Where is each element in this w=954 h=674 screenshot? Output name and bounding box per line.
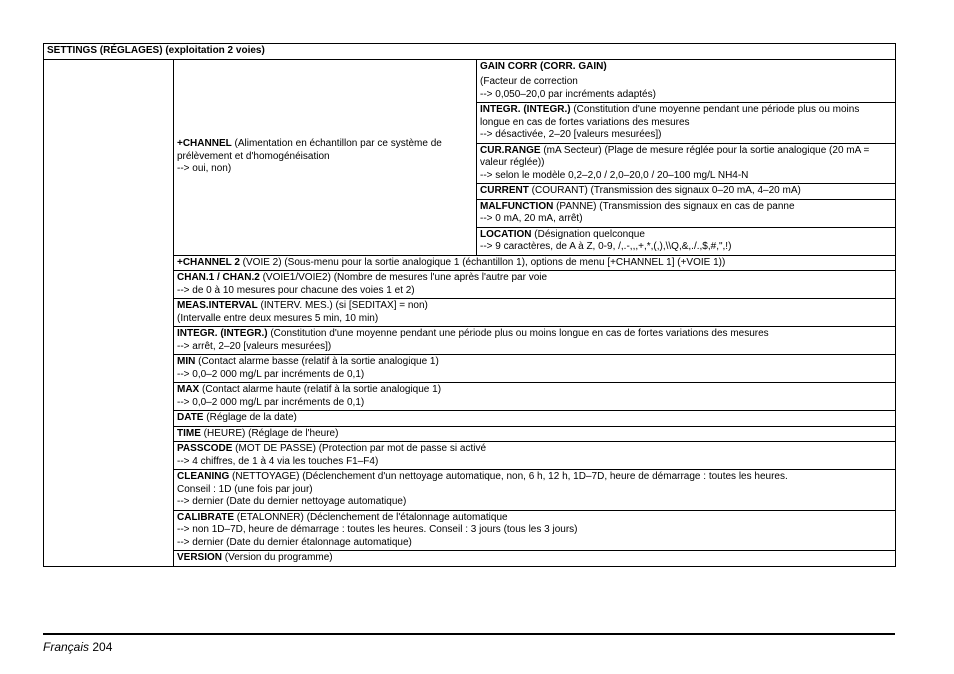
- setting-description: (VOIE 2) (Sous-menu pour la sortie analogique 1 (échantillon 1), options de menu [+CHANNEL 1] (+VOIE 1)): [239, 256, 726, 268]
- setting-name: TIME: [177, 427, 201, 439]
- setting-detail-line: --> non 1D–7D, heure de démarrage : toutes les heures. Conseil : 3 jours (tous les 3 jours): [177, 524, 578, 535]
- setting-name: INTEGR. (INTEGR.): [480, 104, 571, 115]
- table-title-row: [44, 44, 896, 60]
- setting-description: (NETTOYAGE) (Déclenchement d'un nettoyage automatique, non, 6 h, 12 h, 1D–7D, heure de démarrage : toutes les heures.: [229, 471, 788, 482]
- setting-detail-line: --> de 0 à 10 mesures pour chacune des voies 1 et 2): [177, 284, 415, 296]
- setting-entry: [174, 327, 896, 355]
- setting-description: (VOIE1/VOIE2) (Nombre de mesures l'une après l'autre par voie: [259, 272, 548, 283]
- setting-detail-line: --> selon le modèle 0,2–2,0 / 2,0–20,0 / 20–100 mg/L NH4-N: [480, 169, 749, 181]
- setting-name: GAIN CORR (CORR. GAIN): [480, 60, 607, 72]
- setting-entry: [174, 442, 896, 470]
- setting-description: (Contact alarme haute (relatif à la sortie analogique 1): [199, 384, 442, 395]
- setting-name: CLEANING: [177, 471, 230, 482]
- setting-entry: [477, 143, 896, 184]
- setting-detail-line: --> 0,0–2 000 mg/L par incréments de 0,1): [177, 396, 365, 408]
- setting-description: (ETALONNER) (Déclenchement de l'étalonnage automatique: [234, 511, 508, 523]
- page-footer: [43, 640, 112, 654]
- setting-detail-line: --> désactivée, 2–20 [valeurs mesurées]): [480, 129, 662, 140]
- table-row: [44, 59, 896, 103]
- table-title: SETTINGS (RÉGLAGES) (exploitation 2 voies): [44, 44, 896, 60]
- setting-entry: [174, 470, 896, 511]
- setting-entry: [477, 184, 896, 200]
- setting-name: CHAN.1 / CHAN.2: [177, 272, 260, 283]
- setting-name: CURRENT: [480, 185, 529, 196]
- setting-detail-line: --> 9 caractères, de A à Z, 0-9, /,.-,,,+,*,(,),\\Q,&,./.,$,#,",!): [480, 241, 732, 252]
- setting-detail-line: --> 0 mA, 20 mA, arrêt): [480, 213, 583, 224]
- setting-name: DATE: [177, 412, 204, 423]
- setting-entry: [477, 59, 896, 103]
- setting-description: (Constitution d'une moyenne pendant une période plus ou moins longue en cas de fortes variations des mesures: [267, 328, 769, 339]
- setting-name: +CHANNEL 2: [177, 256, 240, 268]
- setting-entry: [174, 411, 896, 427]
- setting-entry: [174, 426, 896, 442]
- setting-name: VERSION: [177, 552, 223, 563]
- setting-description: (mA Secteur) (Plage de mesure réglée pour la sortie analogique (20 mA = valeur réglée)): [480, 144, 870, 168]
- setting-detail-line: --> dernier (Date du dernier nettoyage automatique): [177, 496, 407, 507]
- setting-description: (Constitution d'une moyenne pendant une période plus ou moins longue en cas de fortes variations des mesures: [480, 104, 860, 128]
- setting-entry: [477, 103, 896, 144]
- setting-description: (PANNE) (Transmission des signaux en cas de panne: [553, 200, 795, 212]
- footer-language: Français: [43, 640, 90, 654]
- channel1-entry: [174, 59, 477, 255]
- setting-detail-line: --> 4 chiffres, de 1 à 4 via les touches F1–F4): [177, 455, 379, 467]
- setting-entry: [174, 383, 896, 411]
- setting-name: +CHANNEL: [177, 138, 232, 150]
- setting-name: CALIBRATE: [177, 511, 235, 523]
- setting-description: (Contact alarme basse (relatif à la sortie analogique 1): [195, 356, 439, 367]
- setting-name: PASSCODE: [177, 443, 233, 454]
- setting-name: MALFUNCTION: [480, 200, 554, 212]
- setting-description: (Alimentation en échantillon par ce système de prélèvement et d'homogénéisation: [177, 138, 442, 162]
- setting-description: (MOT DE PASSE) (Protection par mot de passe si activé: [232, 443, 486, 454]
- setting-name: INTEGR. (INTEGR.): [177, 328, 268, 339]
- setting-detail-line: --> 0,050–20,0 par incréments adaptés): [480, 88, 656, 100]
- setting-entry: [477, 227, 896, 255]
- setting-entry: [174, 551, 896, 567]
- setting-detail-line: --> arrêt, 2–20 [valeurs mesurées]): [177, 340, 332, 352]
- setting-entry: [174, 299, 896, 327]
- setting-entry: [174, 271, 896, 299]
- setting-description: (Désignation quelconque: [531, 228, 645, 240]
- setting-name: MAX: [177, 384, 200, 395]
- setting-name: LOCATION: [480, 228, 532, 240]
- setting-detail-line: (Intervalle entre deux mesures 5 min, 10 min): [177, 312, 379, 324]
- setting-detail-line: (Facteur de correction: [480, 76, 578, 87]
- setting-name: MIN: [177, 356, 196, 367]
- setting-detail-line: --> oui, non): [177, 163, 232, 175]
- setting-description: (INTERV. MES.) (si [SEDITAX] = non): [257, 300, 428, 311]
- setting-entry: [477, 199, 896, 227]
- footer-page-number: 204: [92, 640, 113, 654]
- setting-detail-line: --> dernier (Date du dernier étalonnage automatique): [177, 536, 412, 548]
- setting-name: MEAS.INTERVAL: [177, 300, 258, 311]
- settings-table: [43, 43, 896, 567]
- setting-description: (Version du programme): [222, 552, 333, 563]
- setting-entry: [174, 255, 896, 271]
- setting-entry: [174, 355, 896, 383]
- setting-description: (COURANT) (Transmission des signaux 0–20 mA, 4–20 mA): [528, 185, 801, 196]
- setting-description: (Réglage de la date): [203, 412, 297, 423]
- left-empty-column: [44, 59, 174, 566]
- setting-name: CUR.RANGE: [480, 144, 541, 156]
- setting-description: (HEURE) (Réglage de l'heure): [200, 427, 339, 439]
- setting-detail-line: --> 0,0–2 000 mg/L par incréments de 0,1): [177, 368, 365, 380]
- setting-entry: [174, 510, 896, 551]
- footer-divider: [43, 633, 895, 635]
- setting-detail-line: Conseil : 1D (une fois par jour): [177, 483, 313, 495]
